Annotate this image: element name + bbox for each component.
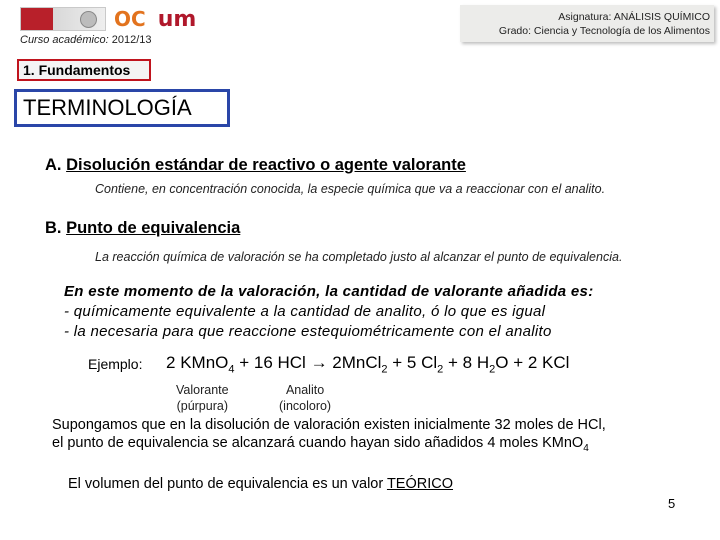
heading-b-text: Punto de equivalencia <box>66 219 241 237</box>
heading-a-prefix: A. <box>45 156 62 174</box>
volume-note-text: El volumen del punto de equivalencia es un valor <box>68 476 387 492</box>
heading-b-prefix: B. <box>45 219 62 237</box>
reaction-mncl2: 2MnCl <box>327 353 382 372</box>
example-explanation <box>52 416 606 458</box>
reaction-cl2-sub: 2 <box>437 363 444 376</box>
reaction-h2o: + 8 H <box>443 353 490 372</box>
university-seal-icon <box>80 11 97 28</box>
analyte-detail: (incoloro) <box>279 399 332 413</box>
academic-year-value: 2012/13 <box>111 34 152 46</box>
equivalence-explanation <box>64 282 594 342</box>
subject-box <box>460 5 714 42</box>
description-a: Contiene, en concentración conocida, la especie química que va a reaccionar con el analito. <box>95 182 606 196</box>
titrant-name: Valorante <box>176 383 229 397</box>
example-label: Ejemplo: <box>88 356 143 372</box>
equivalence-line-2: - la necesaria para que reaccione estequiométricamente con el analito <box>64 323 552 340</box>
academic-year-label: Curso académico: <box>20 34 109 46</box>
slide-number: 5 <box>668 496 676 511</box>
um-logo-text: um <box>157 7 197 32</box>
equivalence-lead: En este momento de la valoración, la cantidad de valorante añadida es: <box>64 283 594 300</box>
analyte-name: Analito <box>285 383 325 397</box>
heading-b <box>45 219 240 238</box>
reaction-kcl: O + 2 KCl <box>495 353 570 372</box>
volume-note <box>68 476 453 492</box>
titrant-detail: (púrpura) <box>176 399 228 413</box>
reaction-kmno4: KMnO <box>180 353 229 372</box>
reaction-hcl: + 16 HCl <box>234 353 311 372</box>
university-logo <box>20 7 106 31</box>
example-explanation-line-2-sub: 4 <box>583 442 589 454</box>
degree-line: Grado: Ciencia y Tecnología de los Alimentos <box>498 25 710 37</box>
subject-line: Asignatura: ANÁLISIS QUÍMICO <box>558 11 710 23</box>
reaction-kmno4-sub: 4 <box>228 363 235 376</box>
academic-year <box>20 34 151 46</box>
heading-a-text: Disolución estándar de reactivo o agente valorante <box>66 156 466 174</box>
chemical-reaction <box>166 353 569 375</box>
reaction-coef-1: 2 <box>166 353 181 372</box>
analyte-note <box>279 382 331 414</box>
titrant-note <box>176 382 229 414</box>
example-explanation-line-2-text: el punto de equivalencia se alcanzará cuando hayan sido añadidos 4 moles KMnO <box>52 435 584 451</box>
reaction-h2o-sub: 2 <box>489 363 496 376</box>
description-b: La reacción química de valoración se ha completado justo al alcanzar el punto de equivalencia. <box>95 250 623 264</box>
reaction-mncl2-sub: 2 <box>381 363 388 376</box>
volume-note-emphasis: TEÓRICO <box>386 476 454 492</box>
ocw-um-logo <box>114 7 198 31</box>
equivalence-line-1: - químicamente equivalente a la cantidad de analito, ó lo que es igual <box>64 303 546 320</box>
page-title: TERMINOLOGÍA <box>14 89 230 127</box>
example-explanation-line-2 <box>52 434 606 458</box>
heading-a <box>45 156 466 175</box>
reaction-cl2: + 5 Cl <box>387 353 438 372</box>
reaction-arrow: → <box>310 353 328 372</box>
ocw-logo-text: OC <box>114 7 146 31</box>
section-tab: 1. Fundamentos <box>17 59 151 81</box>
example-explanation-line-1: Supongamos que en la disolución de valoración existen inicialmente 32 moles de HCl, <box>52 417 606 433</box>
